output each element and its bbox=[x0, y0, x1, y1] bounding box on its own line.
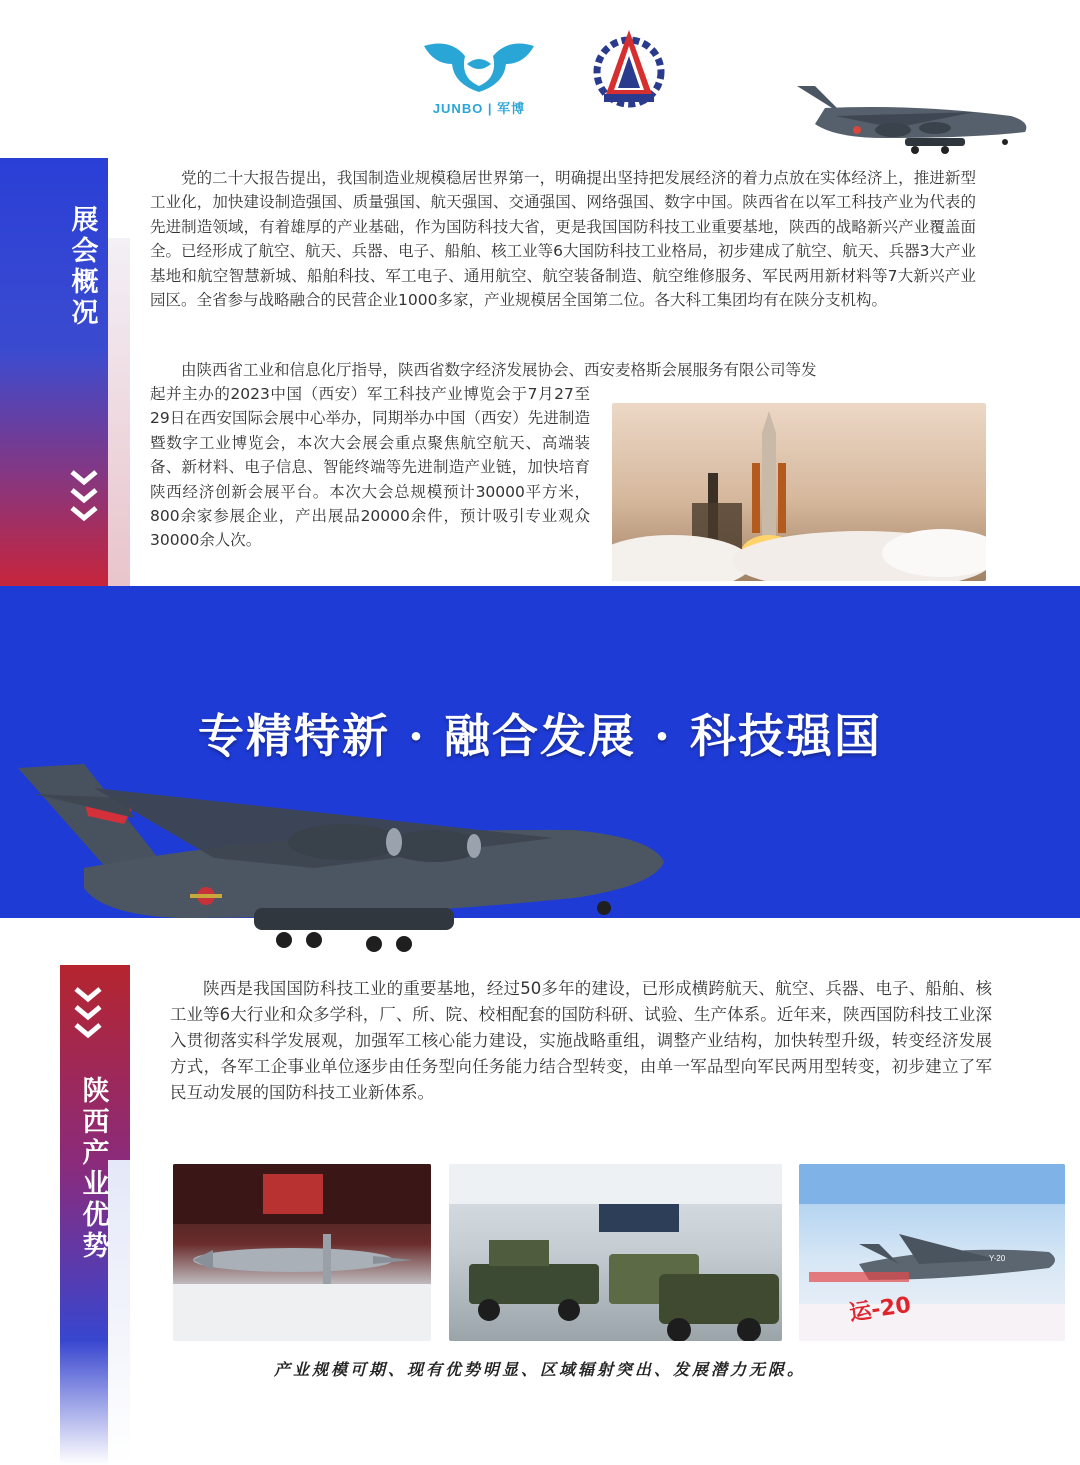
military-vehicles-photo bbox=[449, 1164, 782, 1341]
expo-overview-paragraph-2: 起并主办的2023中国（西安）军工科技产业博览会于7月27至29日在西安国际会展中心举办，同期举办中国（西安）先进制造暨数字工业博览会，本次大会展会重点聚焦航空航天、高端装备、新材料、电子信息、智能终端等先进制造产业链，加快培育陕西经济创新会展平台。本次大会总规模预计30000平方米，800余家参展企业，产出展品20000余件，预计吸引专业观众30000余人次。 bbox=[150, 385, 590, 550]
slogan-text: 专精特新 · 融合发展 · 科技强国 bbox=[197, 709, 883, 763]
shaanxi-advantages-paragraph: 陕西是我国国防科技工业的重要基地，经过50多年的建设，已形成横跨航天、航空、兵器、电子、船舶、核工业等6大行业和众多学科，厂、所、院、校相配套的国防科研、试验、生产体系。近年来，陕西国防科技工业深入贯彻落实科学发展观，加强军工核心能力建设，实施战略重组，调整产业结构，加快转型升级，转变经济发展方式，各军工企事业单位逐步由任务型向任务能力结合型转变，由单一军品型向军民两用型转变，初步建立了军民互动发展的国防科技工业新体系。 bbox=[170, 979, 992, 1102]
section-title-shaanxi-advantages: 陕 西 产 业 优 势 bbox=[82, 1076, 110, 1262]
y20-exhibit-photo: Y-20 运-20 bbox=[799, 1164, 1065, 1341]
expo-overview-paragraph-1: 党的二十大报告提出，我国制造业规模稳居世界第一，明确提出坚持把发展经济的着力点放在实体经济上，推进新型工业化，加快建设制造强国、质量强国、航天强国、交通强国、网络强国、数字中国。陕西省在以军工科技产业为代表的先进制造领域，有着雄厚的产业基础，作为国防科技大省，更是我国国防科技工业重要基地，陕西的战略新兴产业覆盖面全。已经形成了航空、航天、兵器、电子、船舶、核工业等6大国防科技工业格局，初步建成了航空、航天、兵器3大产业基地和航空智慧新城、船舶科技、军工电子、通用航空、航空装备制造、航空维修服务、军民两用新材料等7大新兴产业园区。全省参与战略融合的民营企业1000多家，产业规模居全国第二位。各大科工集团均有在陕分支机构。 bbox=[150, 169, 976, 310]
gear-emblem-logo bbox=[588, 28, 670, 108]
chevron-down-icon bbox=[64, 468, 104, 529]
rocket-launch-photo bbox=[612, 403, 986, 581]
y20-plane-top-image bbox=[775, 76, 1037, 160]
chevron-down-icon bbox=[68, 985, 108, 1044]
junbo-logo: JUNBO | 军博 bbox=[420, 34, 538, 114]
section-title-expo-overview: 展 会 概 况 bbox=[71, 205, 99, 329]
missile-exhibit-photo bbox=[173, 1164, 431, 1341]
expo-overview-paragraph-2-line1: 由陕西省工业和信息化厅指导，陕西省数字经济发展协会、西安麦格斯会展服务有限公司等发 bbox=[181, 361, 817, 379]
side-ribbon-top-fade bbox=[108, 238, 130, 586]
y20-plane-large-image bbox=[14, 758, 674, 964]
footer-caption: 产业规模可期、现有优势明显、区域辐射突出、发展潜力无限。 bbox=[273, 1360, 806, 1379]
